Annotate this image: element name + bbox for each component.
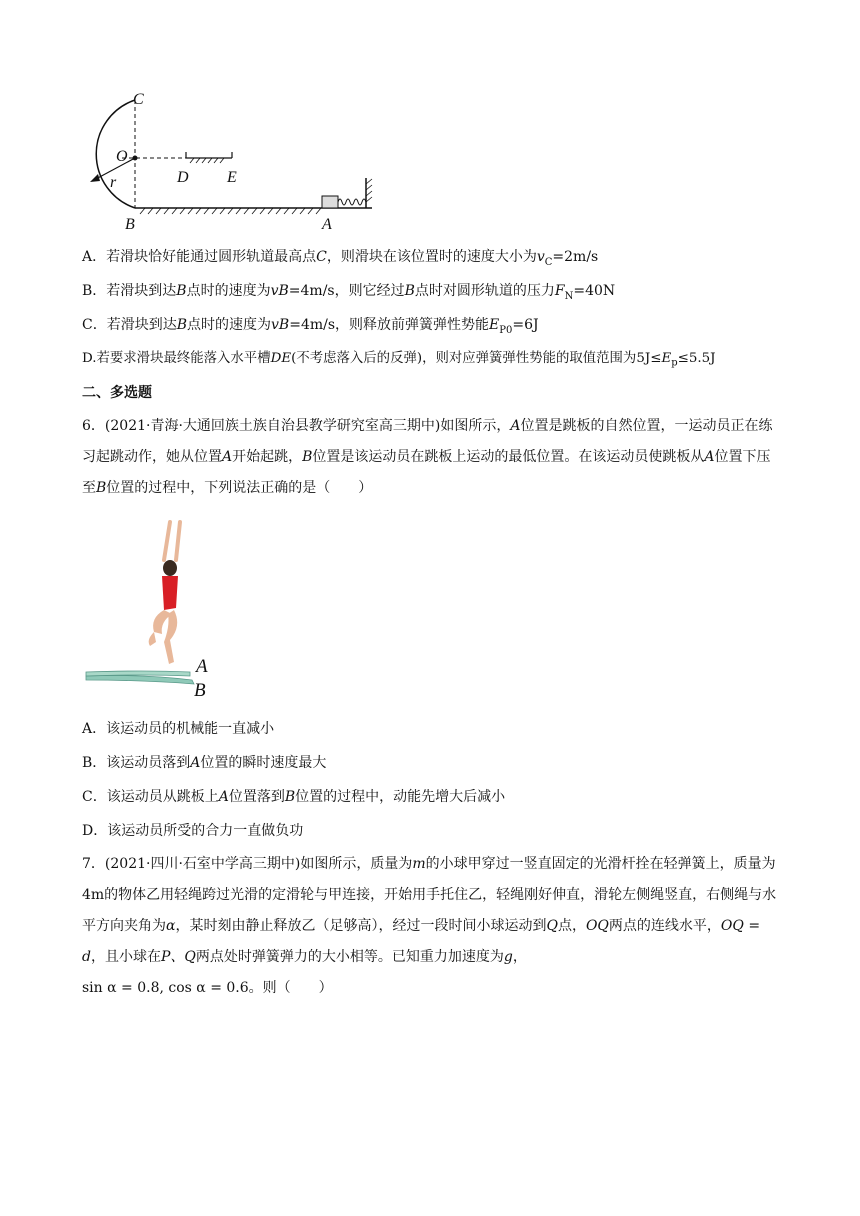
label-a: A (322, 216, 332, 233)
q6-stem: 6．(2021·青海·大通回族土族自治县教学研究室高三期中)如图所示，A位置是跳板的自然位置，一运动员正在练习起跳动作，她从位置A开始起跳，B位置是该运动员在跳板上运动的最低位置。在该运动员使跳板从A位置下压至B位置的过程中，下列说法正确的是（ ） (82, 418, 773, 496)
label-b: B (125, 216, 135, 233)
label-e: E (227, 169, 237, 186)
q6-option-c: C．该运动员从跳板上A位置落到B位置的过程中，动能先增大后减小 (82, 789, 506, 805)
q7-stem: 7．(2021·四川·石室中学高三期中)如图所示，质量为m的小球甲穿过一竖直固定的光滑杆拴在轻弹簧上，质量为4m的物体乙用轻绳跨过光滑的定滑轮与甲连接，开始用手托住乙，轻绳刚好伸直，滑轮左侧绳竖直，右侧绳与水平方向夹角为α，某时刻由静止释放乙（足够高），经过一段时间小球运动到Q点，OQ两点的连线水平，OQ = d，且小球在P、Q两点处时弹簧弹力的大小相等。已知重力加速度为g， sin α = 0.8, cos α = 0.6。则（ ） (82, 856, 777, 996)
q5-option-a: A．若滑块恰好能通过圆形轨道最高点C，则滑块在该位置时的速度大小为$v_C=2m/s$ (82, 249, 599, 268)
label-c: C (133, 91, 144, 108)
q6-option-b: B．该运动员落到A位置的瞬时速度最大 (82, 755, 327, 771)
q5-option-b: B．若滑块到达B点时的速度为vB=4m/s，则它经过B点时对圆形轨道的压力$F_N=40N$ (82, 283, 616, 302)
label-r: r (110, 174, 117, 191)
q5-option-d: D.若要求滑块最终能落入水平槽DE(不考虑落入后的反弹)，则对应弹簧弹性势能的取值范围为$5J\le E_p\le 5.5J$ (82, 351, 716, 369)
diver-figure (84, 514, 224, 704)
label-d: D (177, 169, 189, 186)
diver-label-a: A (196, 656, 208, 677)
q5-option-c: C．若滑块到达B点时的速度为vB=4m/s，则释放前弹簧弹性势能$E_{P0}=6J$ (82, 317, 539, 336)
section-heading: 二、多选题 (82, 385, 152, 401)
diver-label-b: B (194, 680, 206, 701)
q6-option-a: A．该运动员的机械能一直减小 (82, 721, 275, 737)
label-o: O (116, 148, 128, 165)
track-figure (82, 86, 382, 236)
q6-option-d: D．该运动员所受的合力一直做负功 (82, 823, 304, 839)
